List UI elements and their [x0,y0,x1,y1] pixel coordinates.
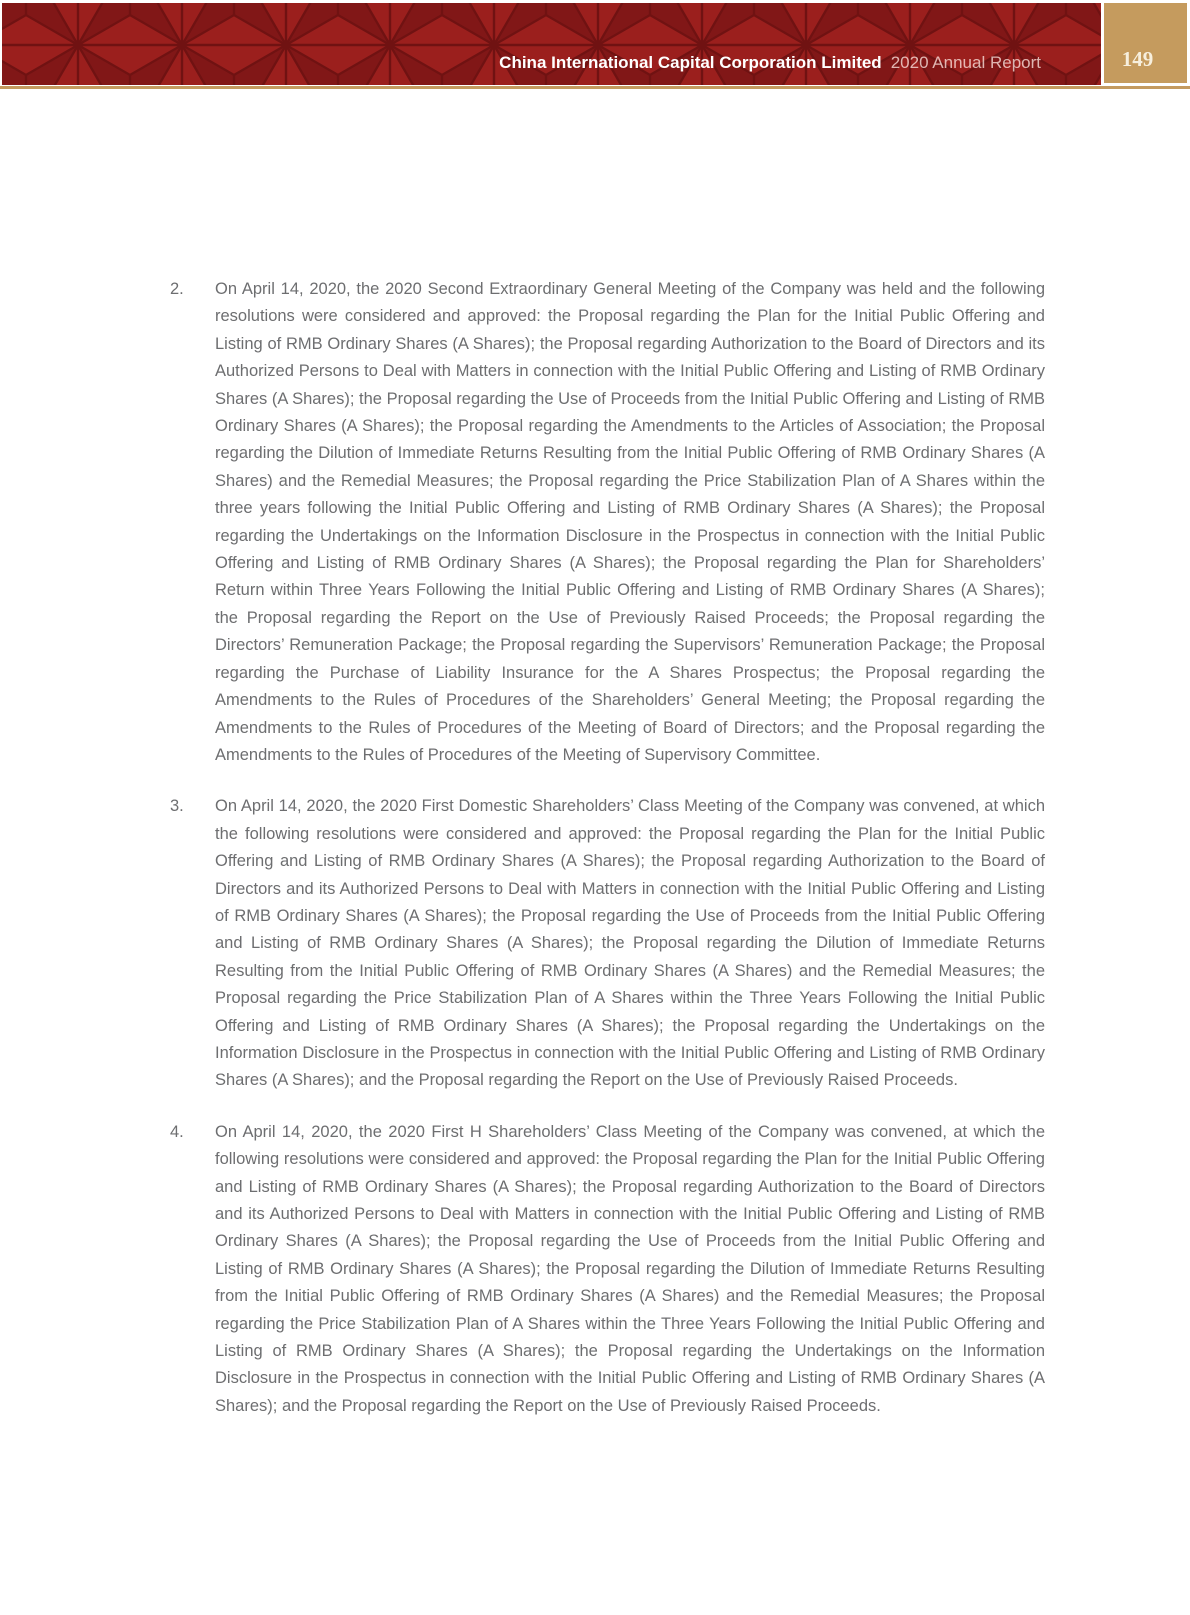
item-text: On April 14, 2020, the 2020 Second Extraordinary General Meeting of the Company was held and the following resolutions were considered and approved: the Proposal regarding the Plan for the Initial Public Offering and Listing of RMB Ordinary Shares (A Shares); the Proposal regarding Authorization to the Board of Directors and its Authorized Persons to Deal with Matters in connection with the Initial Public Offering and Listing of RMB Ordinary Shares (A Shares); the Proposal regarding the Use of Proceeds from the Initial Public Offering and Listing of RMB Ordinary Shares (A Shares); the Proposal regarding the Amendments to the Articles of Association; the Proposal regarding the Dilution of Immediate Returns Resulting from the Initial Public Offering of RMB Ordinary Shares (A Shares) and the Remedial Measures; the Proposal regarding the Price Stabilization Plan of A Shares within the three years following the Initial Public Offering and Listing of RMB Ordinary Shares (A Shares); the Proposal regarding the Undertakings on the Information Disclosure in the Prospectus in connection with the Initial Public Offering and Listing of RMB Ordinary Shares (A Shares); the Proposal regarding the Plan for Shareholders’ Return within Three Years Following the Initial Public Offering and Listing of RMB Ordinary Shares (A Shares); the Proposal regarding the Report on the Use of Previously Raised Proceeds; the Proposal regarding the Directors’ Remuneration Package; the Proposal regarding the Supervisors’ Remuneration Package; the Proposal regarding the Purchase of Liability Insurance for the A Shares Prospectus; the Proposal regarding the Amendments to the Rules of Procedures of the Shareholders’ General Meeting; the Proposal regarding the Amendments to the Rules of Procedures of the Meeting of Board of Directors; and the Proposal regarding the Amendments to the Rules of Procedures of the Meeting of Supervisory Committee. [215,280,1045,764]
item-number: 4. [170,1122,184,1141]
item-number: 2. [170,280,184,298]
header-band [2,3,1101,85]
header-divider [0,86,1190,89]
list-item [170,793,1045,1094]
header-title [2,53,1041,73]
report-title: 2020 Annual Report [890,53,1041,72]
list-item [170,276,1045,769]
item-text: On April 14, 2020, the 2020 First Domestic Shareholders’ Class Meeting of the Company was convened, at which the following resolutions were considered and approved: the Proposal regarding the Plan for the Initial Public Offering and Listing of RMB Ordinary Shares (A Shares); the Proposal regarding Authorization to the Board of Directors and its Authorized Persons to Deal with Matters in connection with the Initial Public Offering and Listing of RMB Ordinary Shares (A Shares); the Proposal regarding the Use of Proceeds from the Initial Public Offering and Listing of RMB Ordinary Shares (A Shares); the Proposal regarding the Dilution of Immediate Returns Resulting from the Initial Public Offering of RMB Ordinary Shares (A Shares) and the Remedial Measures; the Proposal regarding the Price Stabilization Plan of A Shares within the Three Years Following the Initial Public Offering and Listing of RMB Ordinary Shares (A Shares); the Proposal regarding the Undertakings on the Information Disclosure in the Prospectus in connection with the Initial Public Offering and Listing of RMB Ordinary Shares (A Shares); and the Proposal regarding the Report on the Use of Previously Raised Proceeds. [215,797,1045,1090]
list-item [170,1119,1045,1420]
company-name: China International Capital Corporation Limited [499,53,882,72]
item-text: On April 14, 2020, the 2020 First H Shareholders’ Class Meeting of the Company was convened, at which the following resolutions were considered and approved: the Proposal regarding the Plan for the Initial Public Offering and Listing of RMB Ordinary Shares (A Shares); the Proposal regarding Authorization to the Board of Directors and its Authorized Persons to Deal with Matters in connection with the Initial Public Offering and Listing of RMB Ordinary Shares (A Shares); the Proposal regarding the Use of Proceeds from the Initial Public Offering and Listing of RMB Ordinary Shares (A Shares); the Proposal regarding the Dilution of Immediate Returns Resulting from the Initial Public Offering of RMB Ordinary Shares (A Shares) and the Remedial Measures; the Proposal regarding the Price Stabilization Plan of A Shares within the Three Years Following the Initial Public Offering and Listing of RMB Ordinary Shares (A Shares); the Proposal regarding the Undertakings on the Information Disclosure in the Prospectus in connection with the Initial Public Offering and Listing of RMB Ordinary Shares (A Shares); and the Proposal regarding the Report on the Use of Previously Raised Proceeds. [215,1122,1045,1415]
resolutions-list [170,276,1045,1444]
page-number: 149 [1121,47,1154,71]
page-number-badge [1104,3,1187,83]
item-number: 3. [170,797,184,816]
